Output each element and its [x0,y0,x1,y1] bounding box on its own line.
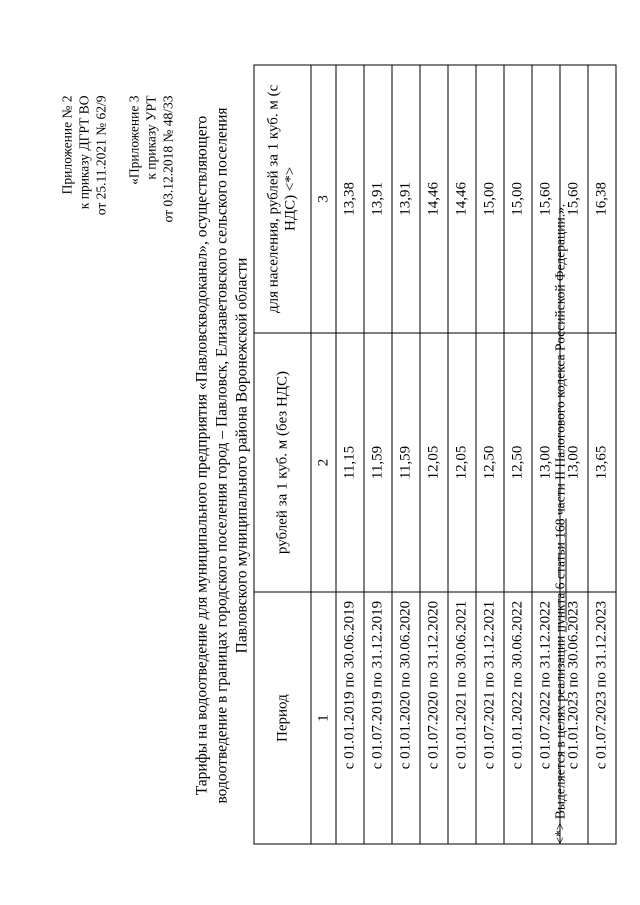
period-cell: с 01.01.2020 по 30.06.2020 [392,592,420,844]
period-cell: с 01.07.2022 по 31.12.2022 [532,592,560,844]
period-cell: с 01.07.2019 по 31.12.2019 [364,592,392,844]
footnote-text: части II Налогового кодекса Российской Федерации [552,216,567,518]
column-number: 2 [311,332,336,592]
population-cell: 13,91 [392,65,420,333]
table-row [364,65,392,844]
appendix-original-reference [125,95,176,222]
table-header-row [254,65,311,844]
header-no-vat: рублей за 1 куб. м (без НДС) [254,332,311,592]
footnote [552,203,568,844]
population-cell: 14,46 [420,65,448,333]
period-cell: с 01.07.2021 по 31.12.2021 [476,592,504,844]
column-number: 1 [311,592,336,844]
document-title [192,85,252,825]
population-cell: 13,38 [336,65,364,333]
header-period: Период [254,592,311,844]
title-line: водоотведение в границах городского поселения город – Павловск, Елизаветовского сельского поселения [213,106,230,804]
population-cell: 15,60 [532,65,560,333]
no-vat-cell: 13,00 [532,332,560,592]
period-cell: с 01.07.2023 по 31.12.2023 [588,592,616,844]
table-row [588,65,616,844]
period-cell: с 01.07.2020 по 31.12.2020 [420,592,448,844]
no-vat-cell: 12,50 [504,332,532,592]
no-vat-cell: 13,65 [588,332,616,592]
period-cell: с 01.01.2022 по 30.06.2022 [504,592,532,844]
population-cell: 13,91 [364,65,392,333]
population-cell: 16,38 [588,65,616,333]
table-row [420,65,448,844]
population-cell: 15,00 [476,65,504,333]
appendix-line: к приказу УРТ [143,95,158,180]
table-row [476,65,504,844]
table-row [336,65,364,844]
tax-code-article-link[interactable]: пункта 6 статьи 168 [552,517,567,632]
column-number: 3 [311,65,336,333]
title-line: Павловского муниципального района Воронежской области [233,257,250,653]
appendix-line: от 25.11.2021 № 62/9 [93,95,108,215]
no-vat-cell: 11,15 [336,332,364,592]
header-population: для населения, рублей за 1 куб. м (с НДС) <*> [254,65,311,333]
appendix-line: от 03.12.2018 № 48/33 [160,95,175,222]
population-cell: 14,46 [448,65,476,333]
column-number-row [311,65,336,844]
appendix-line: к приказу ДГРТ ВО [76,95,91,209]
population-cell: 15,60 [560,65,588,333]
title-line: Тарифы на водоотведение для муниципального предприятия «Павловскводоканал», осуществляющего [193,115,210,795]
appendix-line: «Приложение 3 [126,95,141,185]
appendix-current-reference [58,95,109,215]
period-cell: с 01.01.2021 по 30.06.2021 [448,592,476,844]
no-vat-cell: 13,00 [560,332,588,592]
no-vat-cell: 12,50 [476,332,504,592]
footnote-text: <*> Выделяется в целях реализации [552,631,567,844]
no-vat-cell: 11,59 [364,332,392,592]
footnote-text: .». [552,203,567,217]
appendix-line: Приложение № 2 [59,95,74,194]
period-cell: с 01.01.2023 по 30.06.2023 [560,592,588,844]
table-row [504,65,532,844]
table-row [392,65,420,844]
no-vat-cell: 12,05 [448,332,476,592]
population-cell: 15,00 [504,65,532,333]
period-cell: с 01.01.2019 по 30.06.2019 [336,592,364,844]
no-vat-cell: 12,05 [420,332,448,592]
table-row [448,65,476,844]
no-vat-cell: 11,59 [392,332,420,592]
